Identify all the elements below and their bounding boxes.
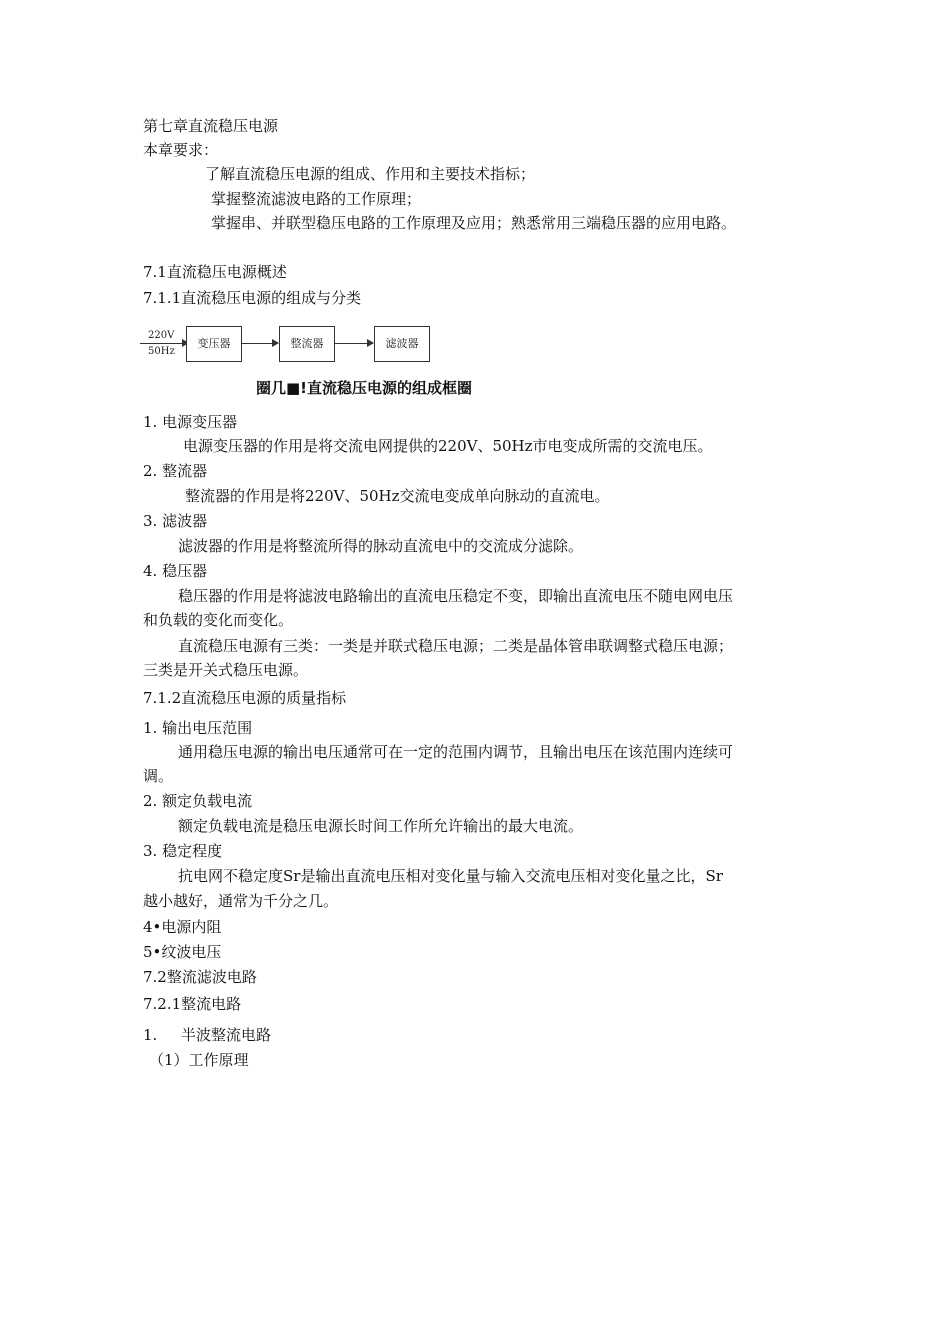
subsection-1-title: 半波整流电路 — [181, 1026, 272, 1044]
component-text-3: 滤波器的作用是将整流所得的脉动直流电中的交流成分滤除。 — [178, 537, 584, 555]
metric-text-3b: 越小越好，通常为千分之几。 — [143, 892, 339, 910]
chapter-title: 第七章直流稳压电源 — [143, 117, 279, 135]
component-heading-3: 3. 滤波器 — [143, 512, 208, 530]
subsection-1-1: （1）工作原理 — [149, 1051, 249, 1069]
arrow-2 — [335, 343, 373, 344]
filter-block: 滤波器 — [374, 326, 430, 362]
metric-text-3a: 抗电网不稳定度Sr是输出直流电压相对变化量与输入交流电压相对变化量之比，Sr — [178, 867, 723, 885]
diagram-input-frequency: 50Hz — [148, 346, 175, 357]
component-text-4a: 稳压器的作用是将滤波电路输出的直流电压稳定不变，即输出直流电压不随电网电压 — [178, 587, 734, 605]
input-arrow — [140, 343, 188, 344]
metric-heading-2: 2. 额定负载电流 — [143, 792, 253, 810]
component-text-1: 电源变压器的作用是将交流电网提供的220V、50Hz市电变成所需的交流电压。 — [183, 437, 713, 455]
classes-text-b: 三类是开关式稳压电源。 — [143, 661, 309, 679]
transformer-block: 变压器 — [186, 326, 242, 362]
diagram-input-voltage: 220V — [148, 330, 175, 341]
section-7-2-1: 7.2.1整流电路 — [143, 995, 242, 1013]
section-7-1-1: 7.1.1直流稳压电源的组成与分类 — [143, 289, 362, 307]
requirement-2: 掌握整流滤波电路的工作原理； — [211, 190, 422, 208]
classes-text-a: 直流稳压电源有三类：一类是并联式稳压电源；二类是晶体管串联调整式稳压电源； — [178, 637, 734, 655]
metric-text-2: 额定负载电流是稳压电源长时间工作所允许输出的最大电流。 — [178, 817, 584, 835]
block-diagram — [140, 322, 440, 366]
rectifier-block: 整流器 — [279, 326, 335, 362]
diagram-caption: 圈几■!直流稳压电源的组成框圈 — [256, 379, 473, 397]
requirement-3: 掌握串、并联型稳压电路的工作原理及应用；熟悉常用三端稳压器的应用电路。 — [211, 214, 737, 232]
section-7-2: 7.2整流滤波电路 — [143, 968, 257, 986]
requirement-1: 了解直流稳压电源的组成、作用和主要技术指标； — [205, 165, 536, 183]
component-heading-2: 2. 整流器 — [143, 462, 208, 480]
subsection-1-number: 1. — [143, 1026, 158, 1044]
arrow-1 — [242, 343, 278, 344]
metric-heading-3: 3. 稳定程度 — [143, 842, 223, 860]
item-4: 4•电源内阻 — [143, 918, 222, 936]
section-7-1-2: 7.1.2直流稳压电源的质量指标 — [143, 689, 347, 707]
metric-text-1a: 通用稳压电源的输出电压通常可在一定的范围内调节，且输出电压在该范围内连续可 — [178, 743, 734, 761]
component-heading-4: 4. 稳压器 — [143, 562, 208, 580]
metric-text-1b: 调。 — [143, 767, 174, 785]
component-heading-1: 1. 电源变压器 — [143, 413, 238, 431]
item-5: 5•纹波电压 — [143, 943, 222, 961]
section-7-1: 7.1直流稳压电源概述 — [143, 263, 287, 281]
component-text-2: 整流器的作用是将220V、50Hz交流电变成单向脉动的直流电。 — [185, 487, 610, 505]
component-text-4b: 和负载的变化而变化。 — [143, 611, 294, 629]
requirements-label: 本章要求： — [143, 141, 219, 159]
metric-heading-1: 1. 输出电压范围 — [143, 719, 253, 737]
